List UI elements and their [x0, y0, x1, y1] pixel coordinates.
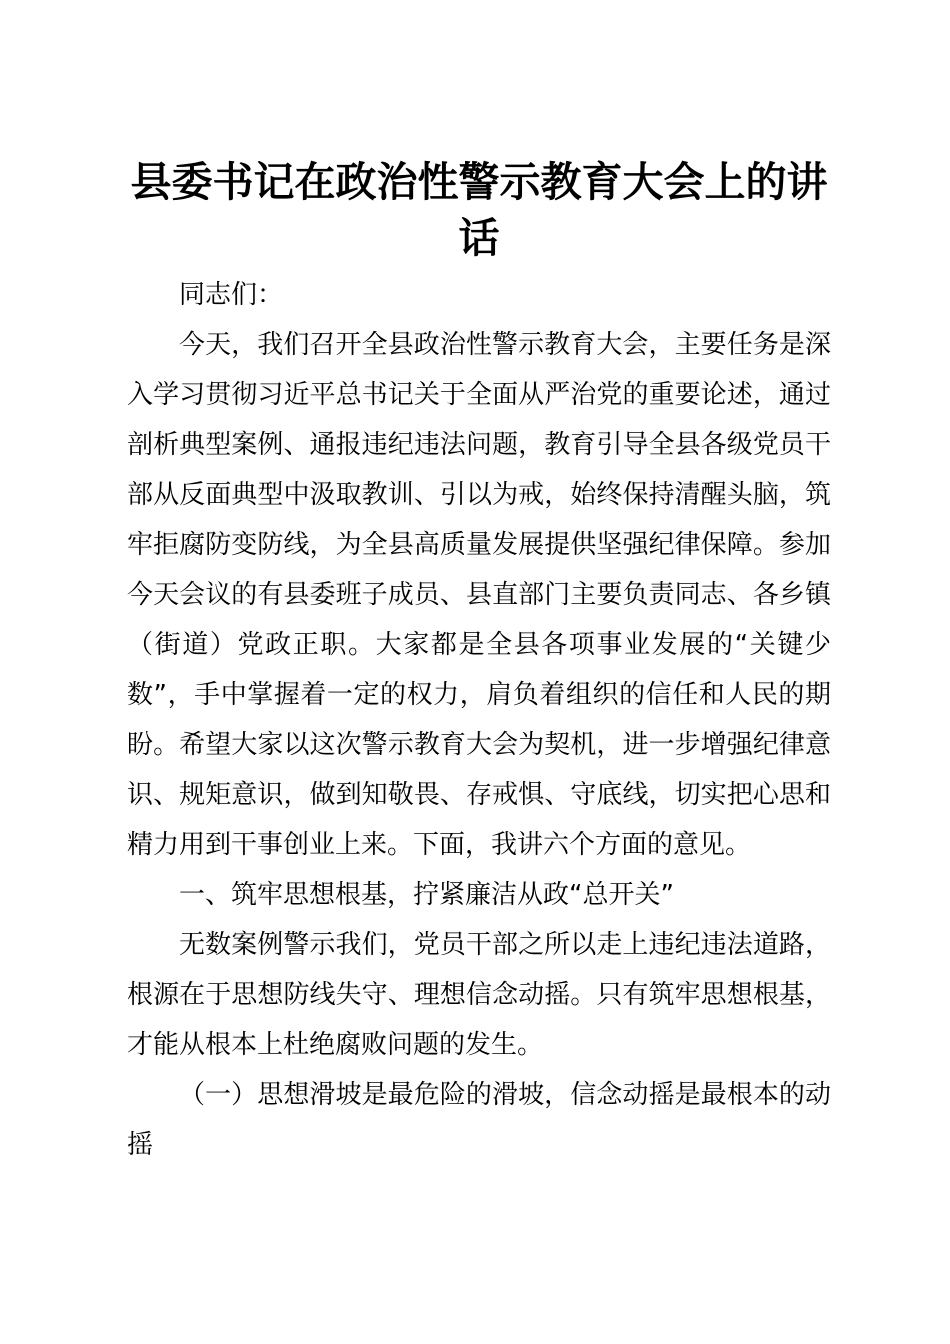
subsection-heading-1: （一）思想滑坡是最危险的滑坡，信念动摇是最根本的动摇 — [127, 1080, 831, 1160]
document-title: 县委书记在政治性警示教育大会上的讲话 — [130, 158, 828, 262]
document-body — [127, 154, 831, 1170]
intro-paragraph: 今天，我们召开全县政治性警示教育大会，主要任务是深入学习贯彻习近平总书记关于全面从严治党的重要论述，通过剖析典型案例、通报违纪违法问题，教育引导全县各级党员干部从反面典型中汲取教训、引以为戒，始终保持清醒头脑，筑牢拒腐防变防线，为全县高质量发展提供坚强纪律保障。参加今天会议的有县委班子成员、县直部门主要负责同志、各乡镇（街道）党政正职。大家都是全县各项事业发展的“关键少数”，手中掌握着一定的权力，肩负着组织的信任和人民的期盼。希望大家以这次警示教育大会为契机，进一步增强纪律意识、规矩意识，做到知敬畏、存戒惧、守底线，切实把心思和精力用到干事创业上来。下面，我讲六个方面的意见。 — [127, 330, 831, 860]
section-heading-1: 一、筑牢思想根基，拧紧廉洁从政“总开关” — [179, 880, 674, 910]
section-body-1: 无数案例警示我们，党员干部之所以走上违纪违法道路，根源在于思想防线失守、理想信念动摇。只有筑牢思想根基，才能从根本上杜绝腐败问题的发生。 — [127, 930, 831, 1060]
salutation: 同志们： — [179, 280, 284, 310]
